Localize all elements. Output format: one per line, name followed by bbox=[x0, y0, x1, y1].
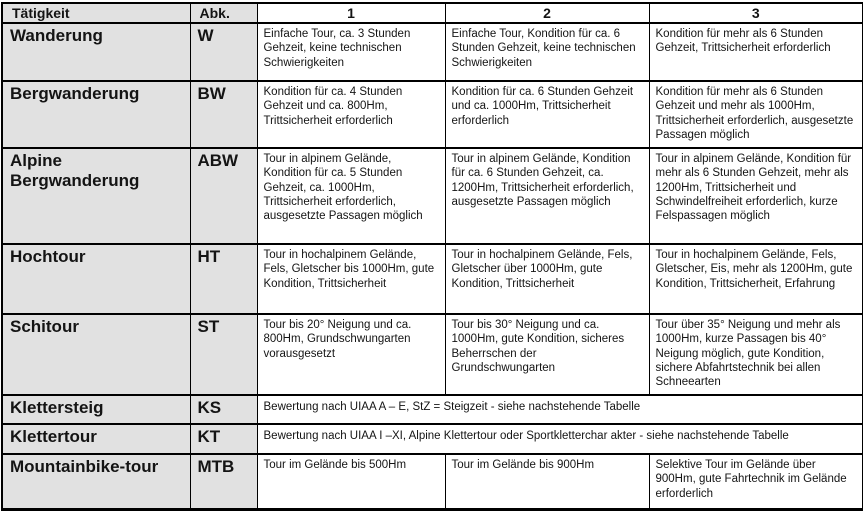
level-1-cell: Tour im Gelände bis 500Hm bbox=[257, 454, 445, 509]
activity-cell: Alpine Bergwanderung bbox=[2, 148, 190, 244]
level-3-cell: Tour in hochalpinem Gelände, Fels, Gletscher, Eis, mehr als 1200Hm, gute Kondition, Trittsicherheit, Erfahrung bbox=[649, 244, 863, 314]
table-row-klettersteig bbox=[2, 395, 863, 424]
table-row-mountainbike-tour bbox=[2, 454, 863, 509]
table-row-klettertour bbox=[2, 424, 863, 454]
table-row-wanderung bbox=[2, 23, 863, 81]
level-3-cell: Kondition für mehr als 6 Stunden Gehzeit, Trittsicherheit erforderlich bbox=[649, 23, 863, 81]
level-2-cell: Kondition für ca. 6 Stunden Gehzeit und ca. 1000Hm, Trittsicherheit erforderlich bbox=[445, 81, 649, 148]
level-1-cell: Kondition für ca. 4 Stunden Gehzeit und ca. 800Hm, Trittsicherheit erforderlich bbox=[257, 81, 445, 148]
column-header-abbreviation: Abk. bbox=[190, 3, 257, 23]
abbreviation-cell: KS bbox=[190, 395, 257, 424]
level-3-cell: Kondition für mehr als 6 Stunden Gehzeit und mehr als 1000Hm, Trittsicherheit erforderlich, ausgesetzte Passagen möglich bbox=[649, 81, 863, 148]
abbreviation-cell: BW bbox=[190, 81, 257, 148]
column-header-level-1: 1 bbox=[257, 3, 445, 23]
table-row-hochtour bbox=[2, 244, 863, 314]
level-1-cell: Einfache Tour, ca. 3 Stunden Gehzeit, keine technischen Schwierigkeiten bbox=[257, 23, 445, 81]
level-2-cell: Tour in alpinem Gelände, Kondition für ca. 6 Stunden Gehzeit, ca. 1200Hm, Trittsicherheit erforderlich, ausgesetzte Passagen möglich bbox=[445, 148, 649, 244]
abbreviation-cell: W bbox=[190, 23, 257, 81]
level-1-cell: Tour in hochalpinem Gelände, Fels, Gletscher bis 1000Hm, gute Kondition, Trittsicherheit bbox=[257, 244, 445, 314]
level-1-cell: Tour in alpinem Gelände, Kondition für ca. 5 Stunden Gehzeit, ca. 1000Hm, Trittsicherheit erforderlich, ausgesetzte Passagen möglich bbox=[257, 148, 445, 244]
activity-cell: Schitour bbox=[2, 314, 190, 395]
activity-cell: Hochtour bbox=[2, 244, 190, 314]
level-2-cell: Tour im Gelände bis 900Hm bbox=[445, 454, 649, 509]
level-3-cell: Tour über 35° Neigung und mehr als 1000Hm, kurze Passagen bis 40° Neigung möglich, gute Kondition, sichere Abfahrtstechnik bei allen Schneearten bbox=[649, 314, 863, 395]
table-row-bergwanderung bbox=[2, 81, 863, 148]
column-header-activity: Tätigkeit bbox=[2, 3, 190, 23]
activity-cell: Bergwanderung bbox=[2, 81, 190, 148]
merged-description-cell: Bewertung nach UIAA A – E, StZ = Steigzeit - siehe nachstehende Tabelle bbox=[257, 395, 863, 424]
activity-cell: Klettersteig bbox=[2, 395, 190, 424]
level-2-cell: Tour bis 30° Neigung und ca. 1000Hm, gute Kondition, sicheres Beherrschen der Grundschwungarten bbox=[445, 314, 649, 395]
abbreviation-cell: ST bbox=[190, 314, 257, 395]
column-header-level-2: 2 bbox=[445, 3, 649, 23]
activity-cell: Klettertour bbox=[2, 424, 190, 454]
tour-difficulty-table bbox=[1, 2, 863, 511]
abbreviation-cell: ABW bbox=[190, 148, 257, 244]
table-row-schitour bbox=[2, 314, 863, 395]
header-row bbox=[2, 3, 863, 23]
merged-description-cell: Bewertung nach UIAA I –XI, Alpine Klettertour oder Sportkletterchar akter - siehe nachstehende Tabelle bbox=[257, 424, 863, 454]
column-header-level-3: 3 bbox=[649, 3, 863, 23]
table-row-alpine-bergwanderung bbox=[2, 148, 863, 244]
level-2-cell: Tour in hochalpinem Gelände, Fels, Gletscher über 1000Hm, gute Kondition, Trittsicherheit bbox=[445, 244, 649, 314]
abbreviation-cell: MTB bbox=[190, 454, 257, 509]
level-2-cell: Einfache Tour, Kondition für ca. 6 Stunden Gehzeit, keine technischen Schwierigkeiten bbox=[445, 23, 649, 81]
level-3-cell: Tour in alpinem Gelände, Kondition für mehr als 6 Stunden Gehzeit, mehr als 1200Hm, Trittsicherheit und Schwindelfreiheit erforderlich, kurze Felspassagen möglich bbox=[649, 148, 863, 244]
abbreviation-cell: HT bbox=[190, 244, 257, 314]
abbreviation-cell: KT bbox=[190, 424, 257, 454]
activity-cell: Wanderung bbox=[2, 23, 190, 81]
level-3-cell: Selektive Tour im Gelände über 900Hm, gute Fahrtechnik im Gelände erforderlich bbox=[649, 454, 863, 509]
activity-cell: Mountainbike-tour bbox=[2, 454, 190, 509]
level-1-cell: Tour bis 20° Neigung und ca. 800Hm, Grundschwungarten vorausgesetzt bbox=[257, 314, 445, 395]
